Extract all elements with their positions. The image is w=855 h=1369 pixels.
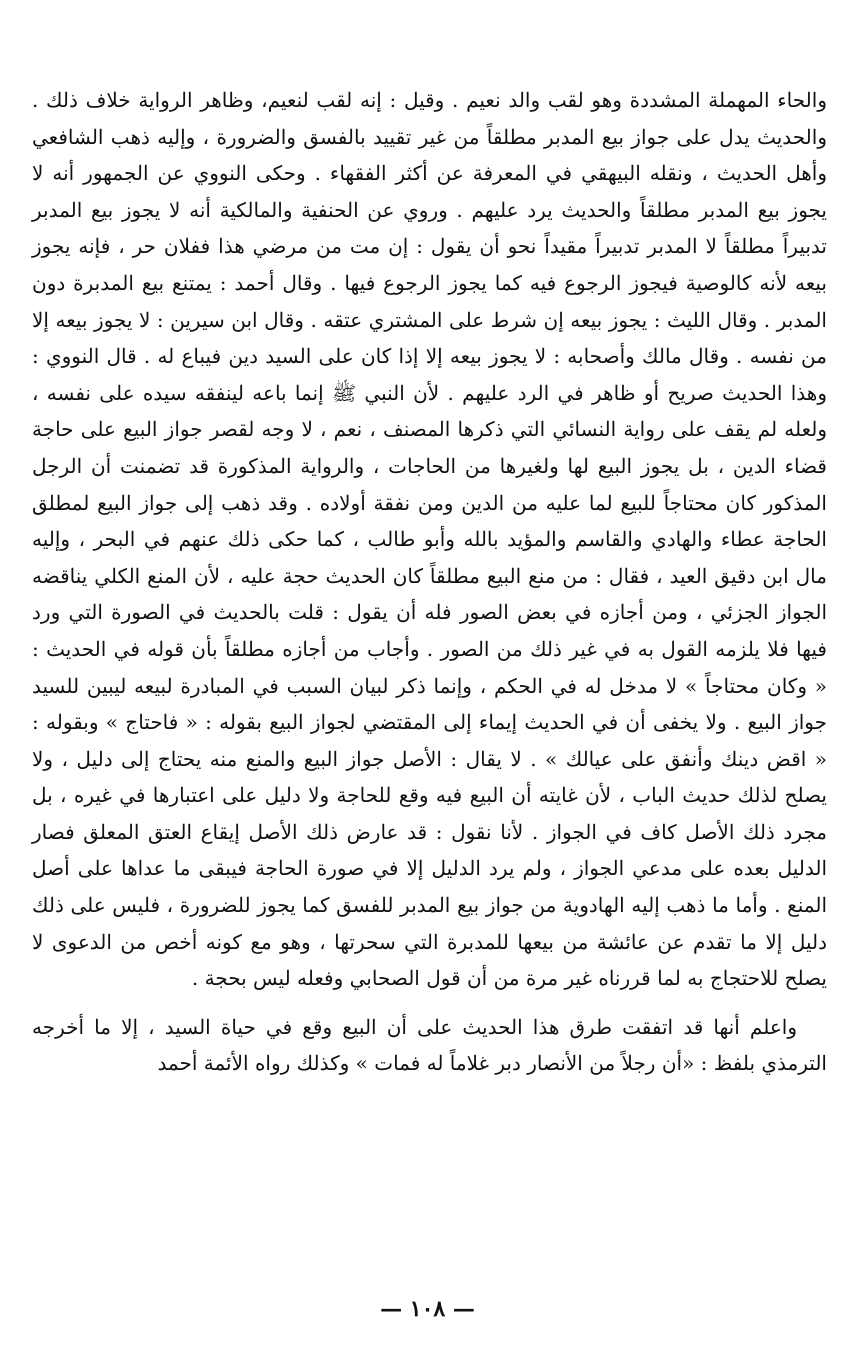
page-number: — ١٠٨ — <box>380 1296 475 1322</box>
body-paragraph-1: والحاء المهملة المشددة وهو لقب والد نعيم . وقيل : إنه لقب لنعيم، وظاهر الرواية خلاف ذلك . والحديث يدل على جواز بيع المدبر مطلقاً من غير تقييد بالفسق والضرورة ، وإليه ذهب الشافعي وأهل الحديث ، ونقله البيهقي في المعرفة عن أكثر الفقهاء . وحكى النووي عن الجمهور أنه لا يجوز بيع المدبر مطلقاً والحديث يرد عليهم . وروي عن الحنفية والمالكية أنه لا يجوز بيع المدبر تدبيراً مطلقاً لا المدبر تدبيراً مقيداً نحو أن يقول : إن مت من مرضي هذا ففلان حر ، فإنه يجوز بيعه لأنه كالوصية فيجوز الرجوع فيه كما يجوز الرجوع فيها . وقال أحمد : يمتنع بيع المدبرة دون المدبر . وقال الليث : يجوز بيعه إن شرط على المشتري عتقه . وقال ابن سيرين : لا يجوز بيعه إلا من نفسه . وقال مالك وأصحابه : لا يجوز بيعه إلا إذا كان على السيد دين فيباع له . قال النووي : وهذا الحديث صريح أو ظاهر في الرد عليهم . لأن النبي ﷺ إنما باعه لينفقه سيده على نفسه ، ولعله لم يقف على رواية النسائي التي ذكرها المصنف ، نعم ، لا وجه لقصر جواز البيع على حاجة قضاء الدين ، بل يجوز البيع لها ولغيرها من الحاجات ، والرواية المذكورة قد تضمنت أن الرجل المذكور كان محتاجاً للبيع لما عليه من الدين ومن نفقة أولاده . وقد ذهب إلى جواز البيع لمطلق الحاجة عطاء والهادي والقاسم والمؤيد بالله وأبو طالب ، كما حكى ذلك عنهم في البحر ، وإليه مال ابن دقيق العيد ، فقال : من منع البيع مطلقاً كان الحديث حجة عليه ، لأن المنع الكلي يناقضه الجواز الجزئي ، ومن أجازه في بعض الصور فله أن يقول : قلت بالحديث في الصورة التي ورد فيها فلا يلزمه القول به في غير ذلك من الصور . وأجاب من أجازه مطلقاً بأن قوله في الحديث : « وكان محتاجاً » لا مدخل له في الحكم ، وإنما ذكر لبيان السبب في المبادرة لبيعه ليبين للسيد جواز البيع . ولا يخفى أن في الحديث إيماء إلى المقتضي لجواز البيع بقوله : « فاحتاج » وبقوله : « اقض دينك وأنفق على عيالك » . لا يقال : الأصل جواز البيع والمنع منه يحتاج إلى دليل ، ولا يصلح لذلك حديث الباب ، لأن غايته أن البيع فيه وقع للحاجة ولا دليل على اعتبارها في غيره ، بل مجرد ذلك الأصل كاف في الجواز . لأنا نقول : قد عارض ذلك الأصل إيقاع العتق المعلق فصار الدليل بعده على مدعي الجواز ، ولم يرد الدليل إلا في صورة الحاجة فيبقى ما عداها على أصل المنع . وأما ما ذهب إليه الهادوية من جواز بيع المدبر للفسق كما يجوز للضرورة ، فليس على ذلك دليل إلا ما تقدم عن عائشة من بيعها للمدبرة التي سحرتها ، وهو مع كونه أخص من الدعوى لا يصلح للاحتجاج به لما قررناه غير مرة من أن قول الصحابي وفعله ليس بحجة . <box>32 88 827 991</box>
body-paragraph-2: واعلم أنها قد اتفقت طرق هذا الحديث على أن البيع وقع في حياة السيد ، إلا ما أخرجه الترمذي بلفظ : «أن رجلاً من الأنصار دبر غلاماً له فمات » وكذلك رواه الأئمة أحمد <box>32 1014 827 1076</box>
page-number-value: ١٠٨ <box>409 1296 446 1322</box>
